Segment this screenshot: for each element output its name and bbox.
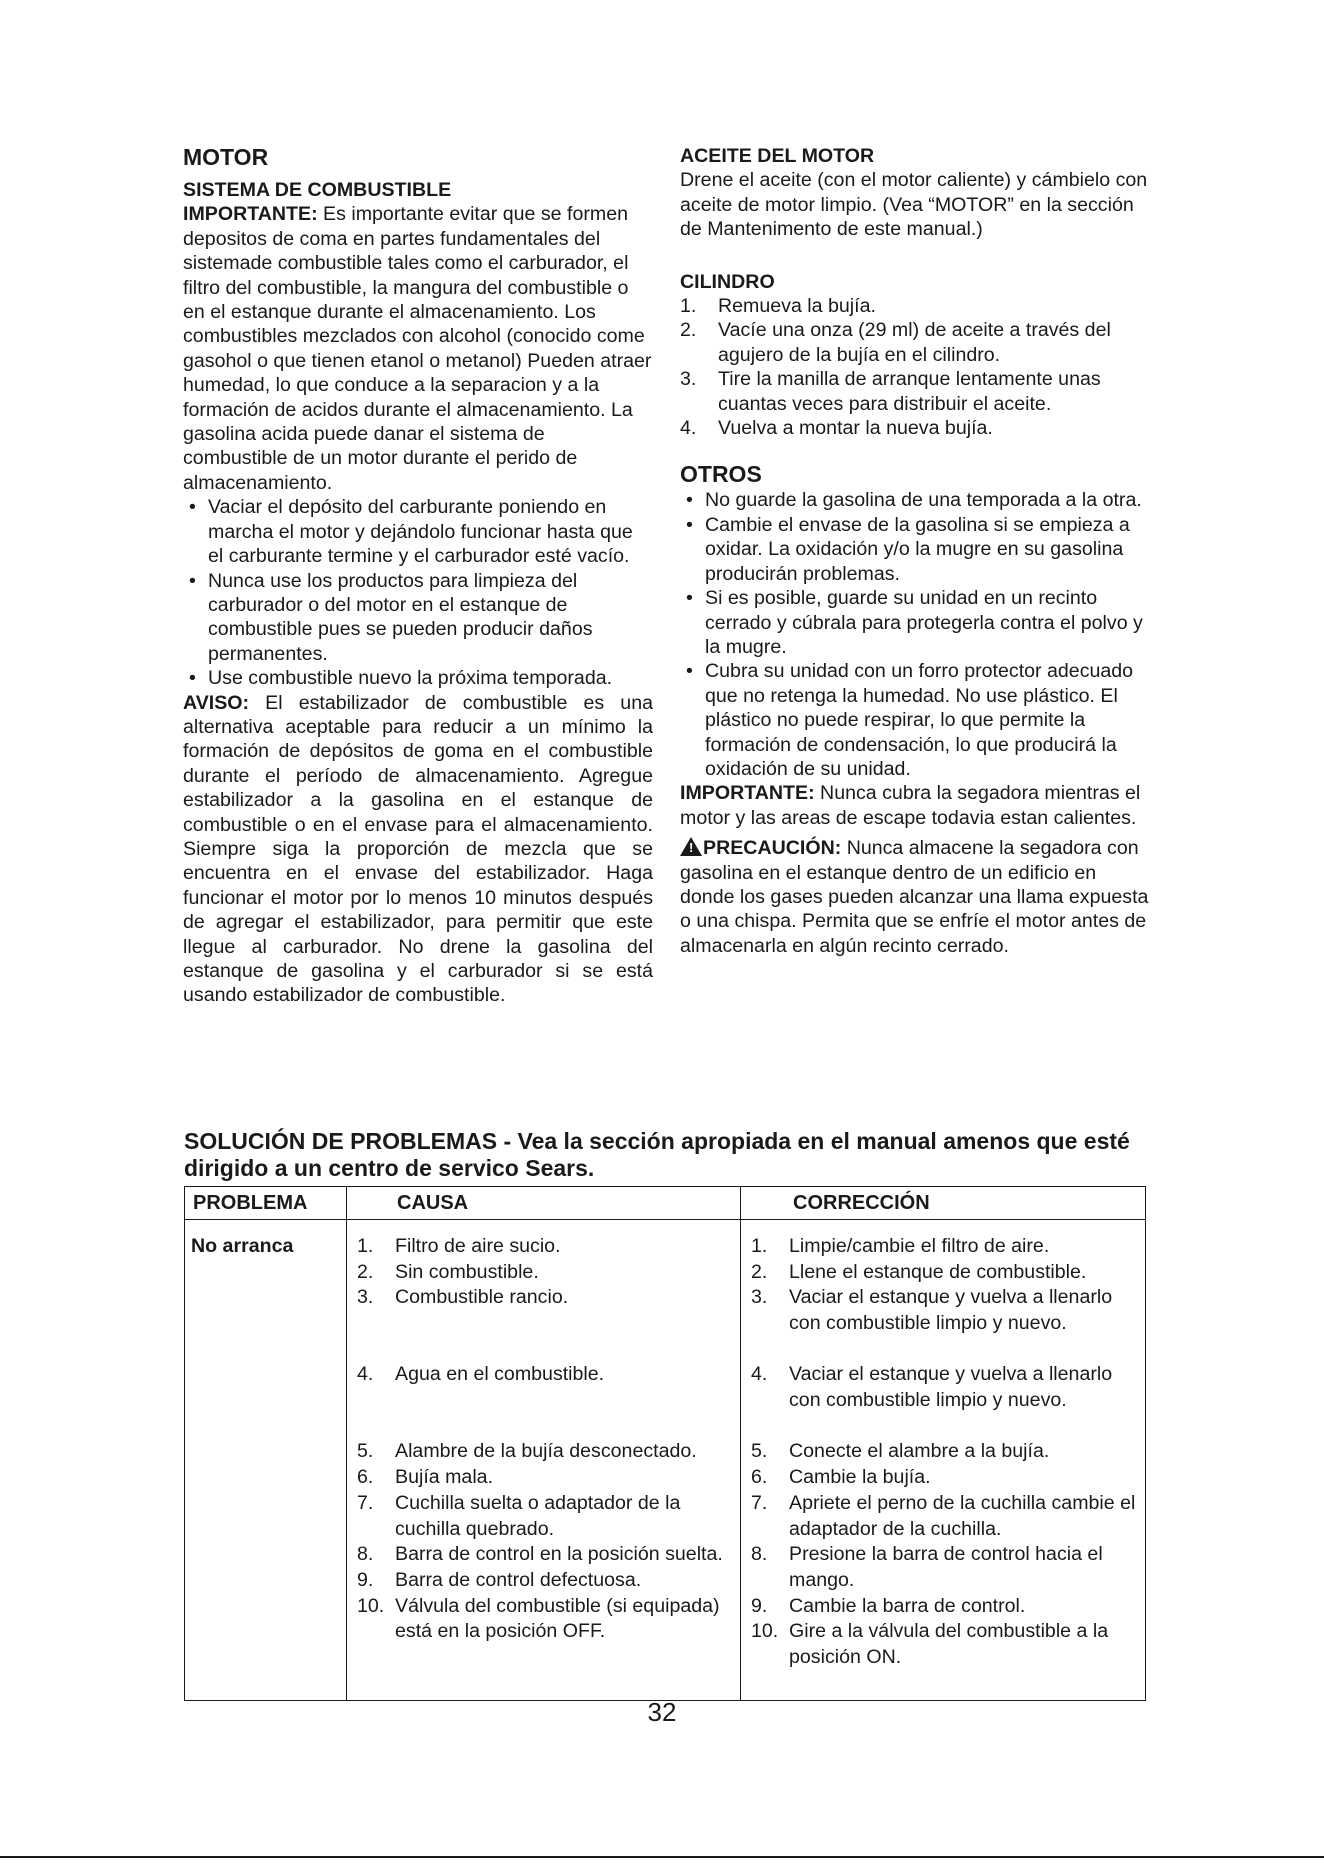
list-item: 3. Tire la manilla de arranque lentamente unas cuantas veces para distribuir el aceite. [680, 368, 1101, 415]
list-item: 1. Filtro de aire sucio. [357, 1235, 561, 1257]
list-item: 6. Cambie la bujía. [751, 1466, 931, 1489]
important-label: IMPORTANTE: [183, 203, 318, 226]
list-item: 8. Presione la barra de control hacia el mango. [751, 1543, 1103, 1591]
problem-cell: No arranca [185, 1220, 347, 1700]
troubleshooting-title: SOLUCIÓN DE PROBLEMAS - Vea la sección apropiada en el manual amenos que esté dirigido a un centro de servico Sears. [184, 1128, 1130, 1181]
list-item: 2. Vacíe una onza (29 ml) de aceite a través del agujero de la bujía en el cilindro. [680, 319, 1111, 366]
list-item: 1. Limpie/cambie el filtro de aire. [751, 1235, 1050, 1257]
subheading-fuel-system: SISTEMA DE COMBUSTIBLE [183, 179, 452, 201]
notice-text: El estabilizador de combustible es una alternativa aceptable para reducir a un mínimo la formación de depósitos de goma en el combustible durante el período de almacenamiento. Agregue estabilizador a la gasolina en el estanque de combustible o en el envase para el almacenamiento. Siempre siga la proporción de mezcla que se encuentra en el envase del estabilizador. Haga funcionar el motor por lo menos 10 minutos después de agregar el estabilizador, para permitir que este llegue al carburador. No drene la gasolina del estanque de gasolina y el carburador si se está usando estabilizador de combustible. [183, 691, 653, 1007]
list-item: 5. Conecte el alambre a la bujía. [751, 1440, 1050, 1463]
troubleshooting-table [184, 1186, 1146, 1701]
notice-paragraph [183, 691, 653, 1008]
fuel-bullet-list [183, 495, 653, 690]
list-item: 4. Vuelva a montar la nueva bujía. [680, 417, 993, 440]
list-item: 4. Vaciar el estanque y vuelva a llenarlo con combustible limpio y nuevo. [751, 1363, 1113, 1412]
engine-oil-text: Drene el aceite (con el motor caliente) y cámbielo con aceite de motor limpio. (Vea “MOTOR” en la sección de Mantenimento de este manual.) [680, 169, 1148, 241]
list-item: 10. Gire a la válvula del combustible a la posición ON. [751, 1620, 1109, 1669]
list-item: 7. Apriete el perno de la cuchilla cambie el adaptador de la cuchilla. [751, 1491, 1136, 1540]
cause-cell [347, 1220, 741, 1700]
list-item: 2. Sin combustible. [357, 1260, 539, 1283]
subheading-others: OTROS [680, 461, 762, 488]
list-item: 4. Agua en el combustible. [357, 1363, 605, 1386]
notice-label: AVISO: [183, 691, 250, 714]
list-item: • Cubra su unidad con un forro protector adecuado que no retenga la humedad. No use plástico. El plástico no puede respirar, lo que permite la formación de condensación, lo que producirá la oxidación de su unidad. [680, 659, 1150, 781]
list-item: 8. Barra de control en la posición suelta. [357, 1543, 723, 1566]
list-item: • Si es posible, guarde su unidad en un recinto cerrado y cúbrala para protegerla contra el polvo y la mugre. [680, 586, 1150, 659]
list-item: • Use combustible nuevo la próxima temporada. [183, 666, 653, 690]
list-item: 3. Vaciar el estanque y vuelva a llenarlo con combustible limpio y nuevo. [751, 1286, 1113, 1335]
page-number: 32 [647, 1697, 677, 1727]
left-column [183, 144, 653, 1008]
important-paragraph [183, 202, 653, 495]
list-item: 9. Barra de control defectuosa. [357, 1568, 642, 1591]
correction-list [751, 1234, 1145, 1671]
important-label: IMPORTANTE: [680, 782, 815, 805]
list-item: • Vaciar el depósito del carburante poniendo en marcha el motor y dejándolo funcionar hasta que el carburante termine y el carburador esté vacío. [183, 495, 653, 568]
table-row [185, 1220, 1145, 1700]
list-item: • Nunca use los productos para limpieza del carburador o del motor en el estanque de combustible pues se pueden producir daños permanentes. [183, 569, 653, 667]
cause-list [357, 1234, 734, 1645]
important-text: Nunca cubra la segadora mientras el motor y las areas de escape todavia estan calientes. [680, 782, 1141, 829]
bottom-rule [0, 1856, 1324, 1858]
subheading-cylinder: CILINDRO [680, 270, 775, 293]
header-problem: PROBLEMA [185, 1187, 347, 1219]
header-correction: CORRECCIÓN [793, 1192, 930, 1214]
caution-paragraph [680, 836, 1150, 958]
subheading-engine-oil: ACEITE DEL MOTOR [680, 145, 875, 167]
list-item: 3. Combustible rancio. [357, 1286, 569, 1309]
table-header-row [185, 1187, 1145, 1220]
list-item: 5. Alambre de la bujía desconectado. [357, 1440, 697, 1463]
list-item: 6. Bujía mala. [357, 1466, 494, 1489]
list-item: 1. Remueva la bujía. [680, 295, 876, 318]
list-item: 9. Cambie la barra de control. [751, 1594, 1026, 1617]
warning-icon: ! [680, 837, 702, 856]
section-title-motor: MOTOR [183, 144, 269, 170]
others-bullet-list [680, 488, 1150, 781]
correction-cell [741, 1220, 1145, 1700]
list-item: • No guarde la gasolina de una temporada a la otra. [680, 488, 1150, 512]
cylinder-steps [680, 294, 1150, 440]
list-item: 7. Cuchilla suelta o adaptador de la cuchilla quebrado. [357, 1491, 681, 1540]
list-item: 10. Válvula del combustible (si equipada) está en la posición OFF. [357, 1594, 720, 1643]
list-item: 2. Llene el estanque de combustible. [751, 1260, 1087, 1283]
important-text: Es importante evitar que se formen depositos de coma en partes fundamentales del sistemade combustible tales como el carburador, el filtro del combustible, la mangura del combustible o en el estanque durante el almacenamiento. Los combustibles mezclados con alcohol (conocido come gasohol o que tienen etanol o metanol) Pueden atraer humedad, lo que conduce a la separacion y a la formación de acidos durante el almacenamiento. La gasolina acida puede danar el sistema de combustible de un motor durante el perido de almacenamiento. [183, 203, 652, 494]
header-cause: CAUSA [347, 1187, 741, 1219]
caution-label: PRECAUCIÓN: [703, 837, 842, 860]
important-paragraph [680, 781, 1150, 830]
right-column [680, 144, 1150, 958]
list-item: • Cambie el envase de la gasolina si se empieza a oxidar. La oxidación y/o la mugre en su gasolina producirán problemas. [680, 513, 1150, 586]
caution-text: Nunca almacene la segadora con gasolina en el estanque dentro de un edificio en donde los gases pueden alcanzar una llama expuesta o una chispa. Permita que se enfríe el motor antes de almacenarla en algún recinto cerrado. [680, 837, 1149, 957]
